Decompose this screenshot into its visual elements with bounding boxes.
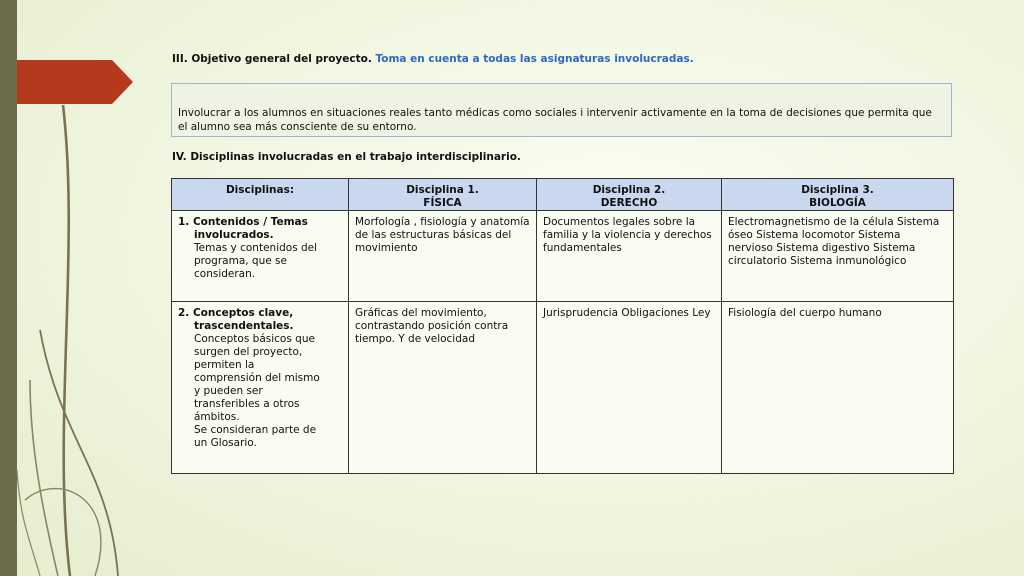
row-header-contenidos [172, 211, 349, 302]
header-disciplinas [172, 179, 349, 211]
header-disciplina-2 [537, 179, 722, 211]
row-desc-line: surgen del proyecto, [194, 346, 303, 358]
row-desc-line: permiten la [194, 359, 255, 371]
row-desc-line: un Glosario. [194, 437, 257, 449]
row-desc-line: Se consideran parte de [194, 424, 317, 436]
header-sublabel: DERECHO [600, 197, 658, 209]
disciplines-table [171, 178, 954, 474]
cell-derecho-conceptos: Jurisprudencia Obligaciones Ley [537, 302, 722, 474]
row-desc-line: comprensión del mismo [194, 372, 320, 384]
section-3-note: Toma en cuenta a todas las asignaturas involucradas. [375, 53, 694, 65]
header-sublabel: FÍSICA [423, 197, 462, 209]
row-desc-line: y pueden ser [194, 385, 263, 397]
header-label: Disciplinas: [225, 184, 295, 196]
cell-biologia-contenidos: Electromagnetismo de la célula Sistema óseo Sistema locomotor Sistema nervioso Sistema digestivo Sistema circulatorio Sistema inmunológico [722, 211, 954, 302]
header-sublabel: BIOLOGÍA [809, 197, 866, 209]
header-disciplina-1 [349, 179, 537, 211]
arrow-pointer-shape [0, 60, 133, 104]
row-title-cont: trascendentales. [194, 320, 294, 332]
row-desc-line: Conceptos básicos que [194, 333, 315, 345]
row-title: 1. Contenidos / Temas [178, 216, 308, 228]
section-4-heading: IV. Disciplinas involucradas en el trabajo interdisciplinario. [172, 151, 521, 163]
section-3-heading [172, 53, 694, 65]
objective-box [171, 83, 952, 137]
objective-text: Involucrar a los alumnos en situaciones reales tanto médicas como sociales i intervenir activamente en la toma de decisiones que permita que el alumno sea más consciente de su entorno. [178, 107, 932, 133]
header-label: Disciplina 3. [801, 184, 874, 196]
row-title: 2. Conceptos clave, [178, 307, 294, 319]
row-desc-line: ámbitos. [194, 411, 240, 423]
table-row [172, 302, 954, 474]
header-label: Disciplina 1. [406, 184, 479, 196]
row-desc-line: consideran. [194, 268, 256, 280]
row-desc-line: programa, que se [194, 255, 287, 267]
row-desc-line: Temas y contenidos del [194, 242, 318, 254]
cell-fisica-contenidos: Morfología , fisiología y anatomía de las estructuras básicas del movimiento [349, 211, 537, 302]
header-disciplina-3 [722, 179, 954, 211]
cell-derecho-contenidos: Documentos legales sobre la familia y la violencia y derechos fundamentales [537, 211, 722, 302]
cell-biologia-conceptos: Fisiología del cuerpo humano [722, 302, 954, 474]
header-label: Disciplina 2. [592, 184, 666, 196]
row-header-conceptos [172, 302, 349, 474]
row-title-cont: involucrados. [194, 229, 274, 241]
cell-fisica-conceptos: Gráficas del movimiento, contrastando posición contra tiempo. Y de velocidad [349, 302, 537, 474]
row-desc-line: transferibles a otros [194, 398, 300, 410]
section-3-title: III. Objetivo general del proyecto. [172, 53, 372, 65]
table-header-row [172, 179, 954, 211]
table-row [172, 211, 954, 302]
